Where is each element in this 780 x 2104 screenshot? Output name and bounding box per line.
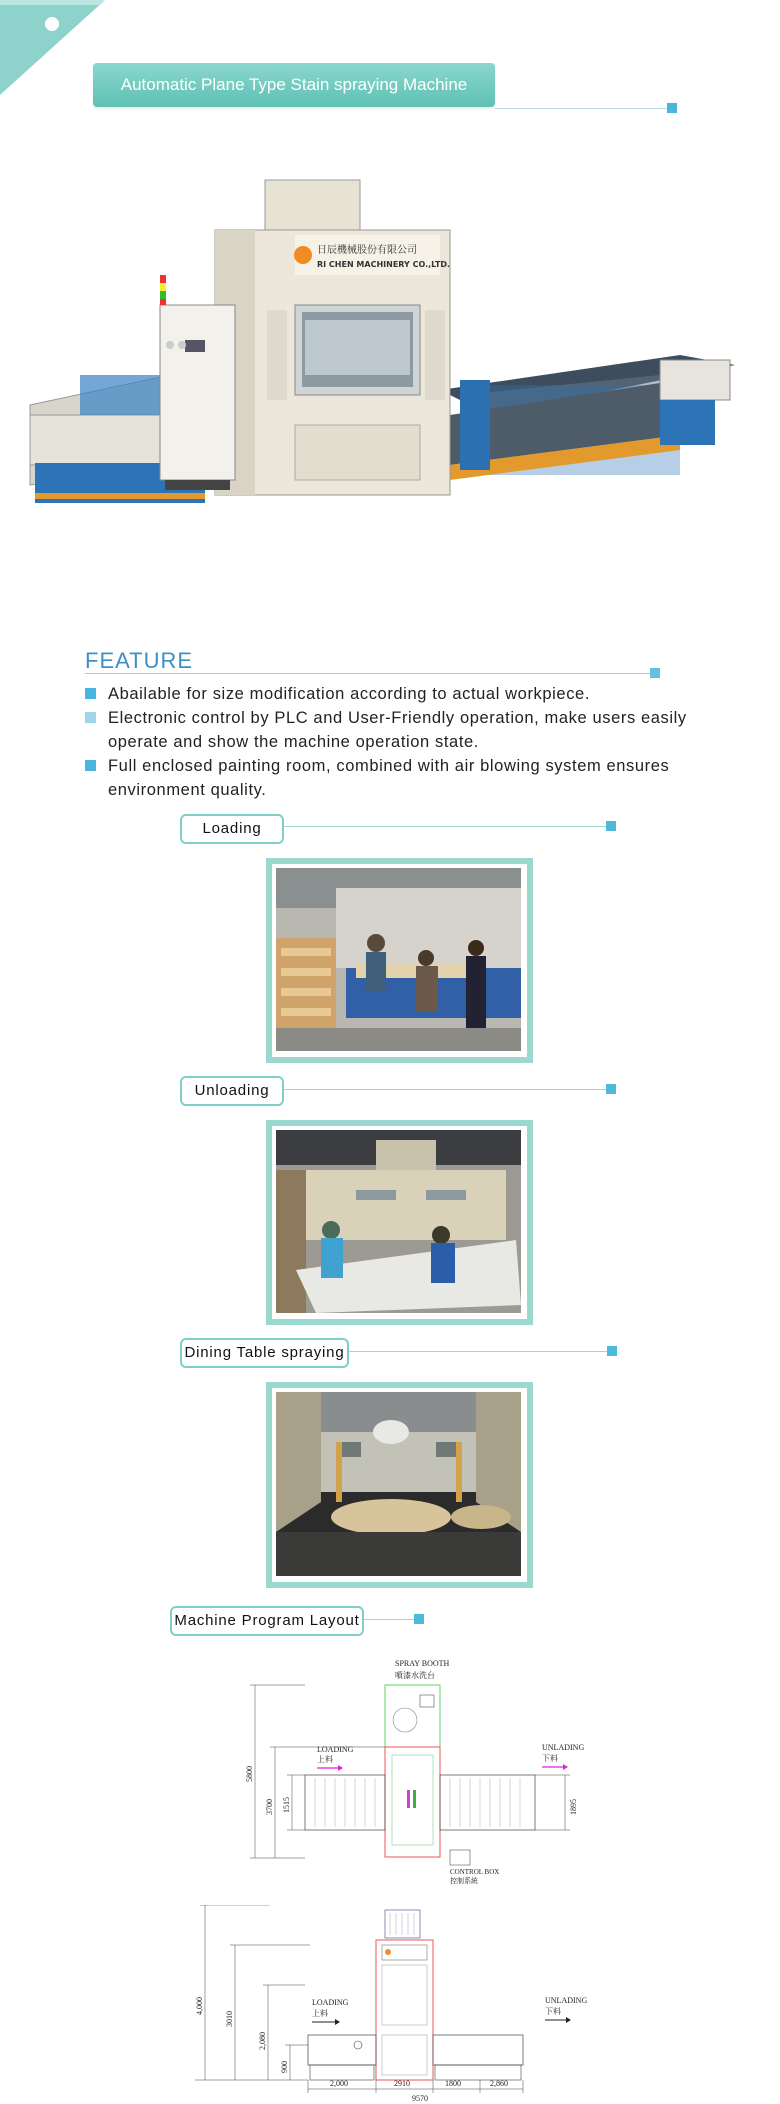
section-label-program-layout: Machine Program Layout (170, 1606, 364, 1636)
side-loading-cn: 上料 (312, 2009, 328, 2018)
dim-h-total: 5800 (245, 1766, 254, 1782)
section-rule (364, 1619, 414, 1620)
feature-rule-square (650, 668, 660, 678)
dining-table-photo (266, 1382, 533, 1588)
bullet-square-icon (85, 712, 96, 723)
section-rule (284, 1089, 611, 1090)
booth-label-en: SPRAY BOOTH (395, 1659, 450, 1668)
side-unloading-cn: 下料 (545, 2007, 561, 2016)
page-title: Automatic Plane Type Stain spraying Machine (93, 63, 495, 107)
title-rule (495, 108, 667, 109)
machine-photo (20, 175, 745, 505)
corner-dot-icon (45, 17, 59, 31)
section-rule-square (606, 1084, 616, 1094)
section-rule (349, 1351, 612, 1352)
feature-item: Abailable for size modification according to actual workpiece. (85, 682, 725, 706)
dim-h-right: 1895 (569, 1799, 578, 1815)
machine-logo-en: RI CHEN MACHINERY CO.,LTD. (317, 260, 451, 269)
feature-list (85, 682, 725, 802)
top-loading-en: LOADING (317, 1745, 354, 1754)
top-unloading-cn: 下料 (542, 1754, 558, 1763)
bullet-square-icon (85, 688, 96, 699)
loading-photo (266, 858, 533, 1063)
bullet-square-icon (85, 760, 96, 771)
dim-total: 9570 (412, 2094, 428, 2103)
dim-h-inner: 1515 (282, 1797, 291, 1813)
section-label-dining-table: Dining Table spraying (180, 1338, 349, 1368)
feature-rule (85, 673, 660, 674)
dim-h2: 3010 (225, 2011, 234, 2027)
booth-label-cn: 噴漆水洗台 (395, 1671, 435, 1680)
feature-item: Full enclosed painting room, combined with air blowing system ensures environment quality. (85, 754, 725, 802)
dim-h4: 900 (280, 2061, 289, 2073)
side-unloading-en: UNLADING (545, 1996, 588, 2005)
top-unloading-en: UNLADING (542, 1743, 585, 1752)
layout-side-view (190, 1905, 610, 2095)
feature-item: Electronic control by PLC and User-Friendly operation, make users easily operate and show the machine operation state. (85, 706, 725, 754)
title-rule-square (667, 103, 677, 113)
section-rule-square (606, 821, 616, 831)
dim-w1: 2,000 (330, 2079, 348, 2088)
feature-heading: FEATURE (85, 648, 194, 673)
section-label-loading: Loading (180, 814, 284, 844)
dim-w4: 2,860 (490, 2079, 508, 2088)
dim-h1: 4,000 (195, 1997, 204, 2015)
dim-w3: 1800 (445, 2079, 461, 2088)
section-rule (284, 826, 611, 827)
dim-h3: 2,080 (258, 2032, 267, 2050)
machine-logo-cn: 日辰機械股份有限公司 (317, 245, 417, 256)
dim-w2: 2910 (394, 2079, 410, 2088)
layout-top-view (230, 1650, 610, 1885)
control-box-cn: 控制系統 (450, 1877, 478, 1885)
dim-h-mid: 3700 (265, 1799, 274, 1815)
top-loading-cn: 上料 (317, 1755, 333, 1764)
unloading-photo (266, 1120, 533, 1325)
control-box-en: CONTROL BOX (450, 1868, 500, 1876)
side-loading-en: LOADING (312, 1998, 349, 2007)
section-label-unloading: Unloading (180, 1076, 284, 1106)
section-rule-square (414, 1614, 424, 1624)
section-rule-square (607, 1346, 617, 1356)
